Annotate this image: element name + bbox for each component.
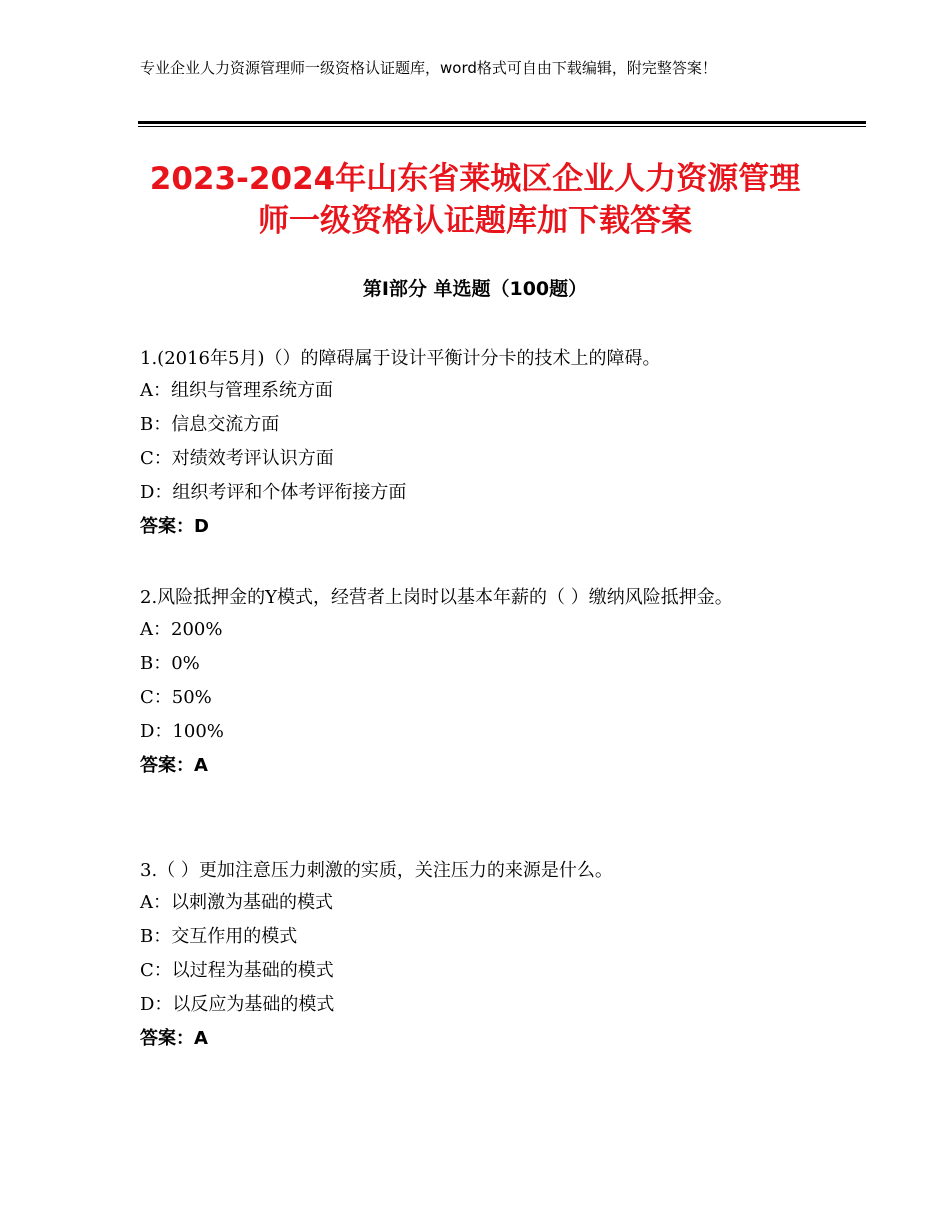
question-3 <box>140 855 820 1056</box>
question-2 <box>140 582 820 783</box>
document-title: 2023-2024年山东省莱城区企业人力资源管理师一级资格认证题库加下载答案 <box>149 161 801 239</box>
question-stem: 3.（ ）更加注意压力刺激的实质，关注压力的来源是什么。 <box>140 860 613 881</box>
option-b: B：0% <box>140 653 200 674</box>
option-c: C：对绩效考评认识方面 <box>140 448 334 469</box>
answer: 答案：D <box>140 516 209 537</box>
header-rule-thick <box>138 121 866 124</box>
option-b: B：交互作用的模式 <box>140 926 298 947</box>
option-c: C：50% <box>140 687 212 708</box>
option-a: A：组织与管理系统方面 <box>140 380 333 401</box>
header-rule-thin <box>138 126 866 127</box>
option-c: C：以过程为基础的模式 <box>140 960 334 981</box>
question-1 <box>140 343 820 544</box>
option-a: A：200% <box>140 619 223 640</box>
section-title: 第Ⅰ部分 单选题（100题） <box>362 278 588 300</box>
option-d: D：100% <box>140 721 224 742</box>
document-header-note: 专业企业人力资源管理师一级资格认证题库，word格式可自由下载编辑，附完整答案！ <box>140 59 717 77</box>
answer: 答案：A <box>140 755 208 776</box>
option-d: D：以反应为基础的模式 <box>140 994 335 1015</box>
answer: 答案：A <box>140 1028 208 1049</box>
option-a: A：以刺激为基础的模式 <box>140 892 333 913</box>
option-b: B：信息交流方面 <box>140 414 280 435</box>
option-d: D：组织考评和个体考评衔接方面 <box>140 482 407 503</box>
question-stem: 2.风险抵押金的Y模式，经营者上岗时以基本年薪的（ ）缴纳风险抵押金。 <box>140 587 733 608</box>
question-stem: 1.(2016年5月)（）的障碍属于设计平衡计分卡的技术上的障碍。 <box>140 348 661 369</box>
